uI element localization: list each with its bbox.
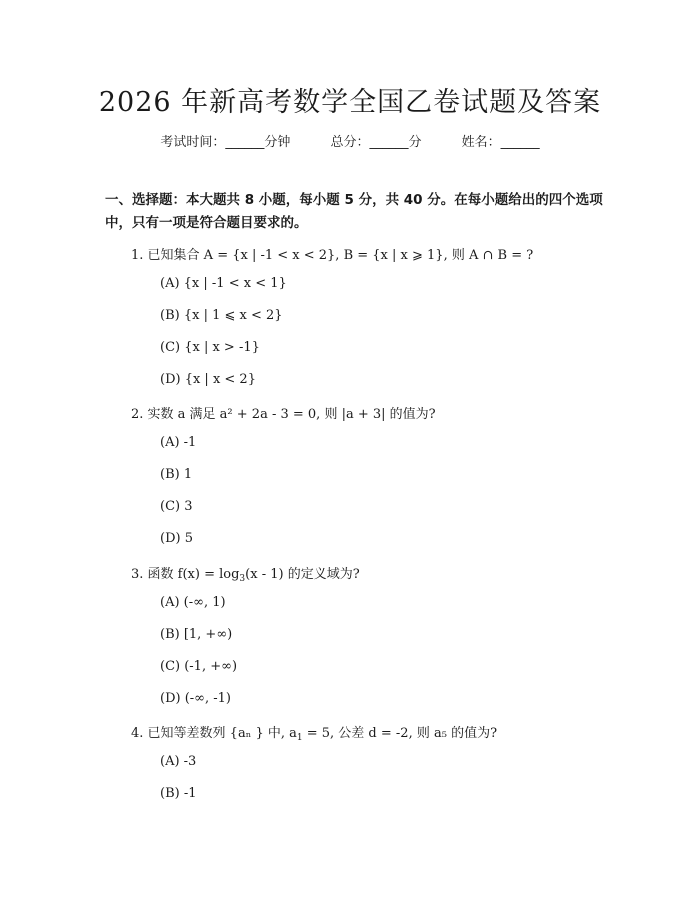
question-4-option-b: (B) -1 bbox=[160, 786, 197, 801]
question-1-option-c: (C) {x | x > -1} bbox=[160, 340, 260, 355]
question-2-option-b: (B) 1 bbox=[160, 467, 193, 482]
question-3-log-base: 3 bbox=[239, 574, 246, 584]
exam-time-field: 考试时间：______分钟 bbox=[160, 135, 291, 150]
exam-info-line bbox=[0, 131, 700, 150]
question-1-option-b: (B) {x | 1 ⩽ x < 2} bbox=[160, 308, 283, 323]
total-score-field: 总分：______分 bbox=[330, 135, 422, 150]
question-1-stem: 1. 已知集合 A = {x | -1 < x < 2}, B = {x | x ⩾ 1}, 则 A ∩ B = ? bbox=[131, 248, 534, 263]
question-4-option-a: (A) -3 bbox=[160, 754, 197, 769]
question-2-option-a: (A) -1 bbox=[160, 435, 197, 450]
question-2-option-d: (D) 5 bbox=[160, 531, 193, 546]
question-4-subscript: 1 bbox=[296, 733, 303, 743]
question-2-option-c: (C) 3 bbox=[160, 499, 193, 514]
question-3-option-a: (A) (-∞, 1) bbox=[160, 595, 226, 610]
question-2-stem: 2. 实数 a 满足 a² + 2a - 3 = 0, 则 |a + 3| 的值为? bbox=[131, 407, 436, 422]
question-4-stem-prefix: 4. 已知等差数列 {aₙ } 中, a bbox=[131, 726, 297, 741]
document-title: 2026 年新高考数学全国乙卷试题及答案 bbox=[98, 87, 602, 118]
question-1-option-d: (D) {x | x < 2} bbox=[160, 372, 256, 387]
question-3-option-d: (D) (-∞, -1) bbox=[160, 691, 231, 706]
section-heading: 一、选择题：本大题共 8 小题，每小题 5 分，共 40 分。在每小题给出的四个选项中，只有一项是符合题目要求的。 bbox=[105, 192, 603, 231]
student-name-field: 姓名：______ bbox=[461, 135, 540, 150]
question-4-stem-suffix: = 5, 公差 d = -2, 则 a₅ 的值为? bbox=[302, 726, 498, 741]
question-4-stem bbox=[131, 722, 497, 743]
question-3-stem-suffix: (x - 1) 的定义域为? bbox=[245, 567, 360, 582]
question-3-stem bbox=[131, 563, 360, 584]
question-3-stem-prefix: 3. 函数 f(x) = log bbox=[131, 567, 240, 582]
question-3-option-b: (B) [1, +∞) bbox=[160, 627, 233, 642]
question-3-option-c: (C) (-1, +∞) bbox=[160, 659, 238, 674]
question-1-option-a: (A) {x | -1 < x < 1} bbox=[160, 276, 287, 291]
